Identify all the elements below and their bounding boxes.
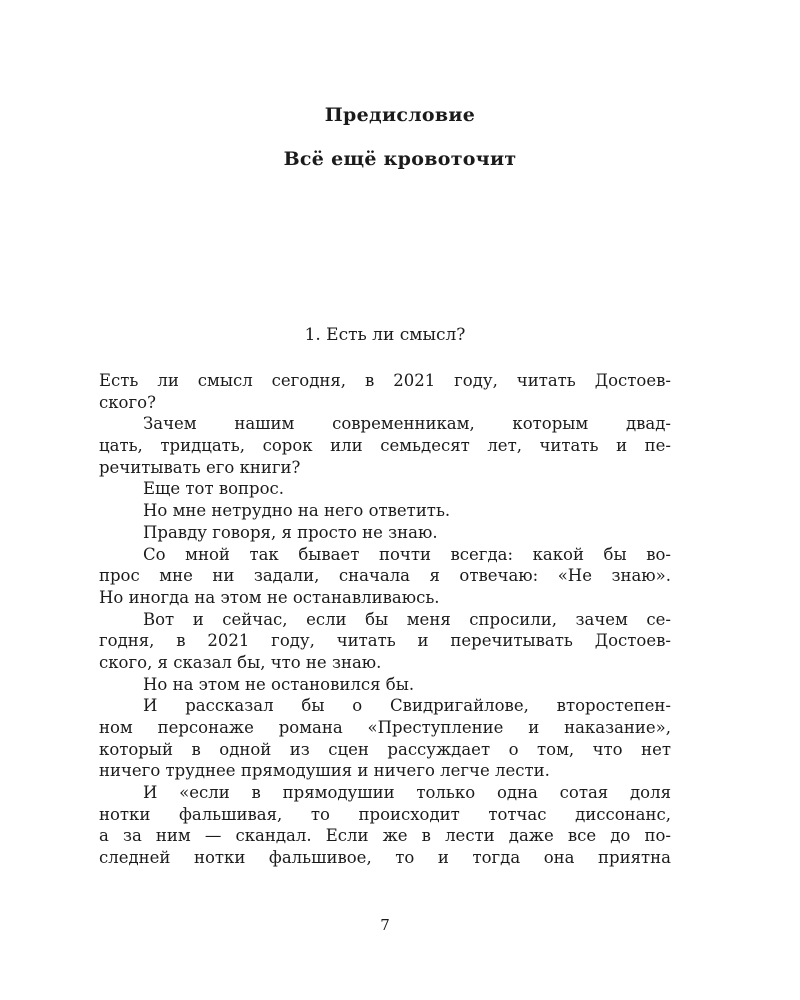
text-line: прос мне ни задали, сначала я отвечаю: «Не знаю».	[99, 566, 671, 586]
text-line: Но иногда на этом не останавливаюсь.	[99, 587, 440, 607]
text-line: цать, тридцать, сорок или семьдесят лет, читать и пе-	[99, 436, 671, 456]
text-line: следней нотки фальшивое, то и тогда она приятна	[99, 848, 671, 868]
text-line: ничего труднее прямодушия и ничего легче лести.	[99, 761, 550, 781]
text-line: ского?	[99, 392, 156, 412]
text-line: ского, я сказал бы, что не знаю.	[99, 652, 382, 672]
text-line: Со мной так бывает почти всегда: какой бы во-	[143, 544, 671, 564]
text-line: Но мне нетрудно на него ответить.	[143, 501, 451, 521]
text-line: Вот и сейчас, если бы меня спросили, зачем се-	[143, 609, 671, 629]
text-line: И «если в прямодушии только одна сотая доля	[143, 783, 671, 803]
text-line: нотки фальшивая, то происходит тотчас диссонанс,	[99, 804, 671, 824]
text-line: Зачем нашим современникам, которым двад-	[143, 414, 671, 434]
preface-title: Предисловие	[324, 104, 476, 126]
text-line: который в одной из сцен рассуждает о том, что нет	[99, 739, 671, 759]
text-line: ном персонаже романа «Преступление и наказание»,	[99, 718, 671, 737]
text-line: Еще тот вопрос.	[143, 479, 285, 499]
text-line: речитывать его книги?	[99, 457, 301, 477]
body-text	[99, 370, 671, 869]
chapter-title: Всё ещё кровоточит	[283, 148, 517, 170]
text-line: годня, в 2021 году, читать и перечитывать Достоев-	[99, 631, 671, 651]
page-number: 7	[380, 916, 390, 934]
text-line: И рассказал бы о Свидригайлове, второстепен-	[143, 696, 671, 716]
text-line: Правду говоря, я просто не знаю.	[143, 522, 438, 542]
section-title: 1. Есть ли смысл?	[304, 325, 466, 345]
text-line: Но на этом не остановился бы.	[143, 674, 415, 694]
text-line: Есть ли смысл сегодня, в 2021 году, читать Достоев-	[99, 371, 671, 390]
text-line: а за ним — скандал. Если же в лести даже все до по-	[99, 826, 671, 846]
